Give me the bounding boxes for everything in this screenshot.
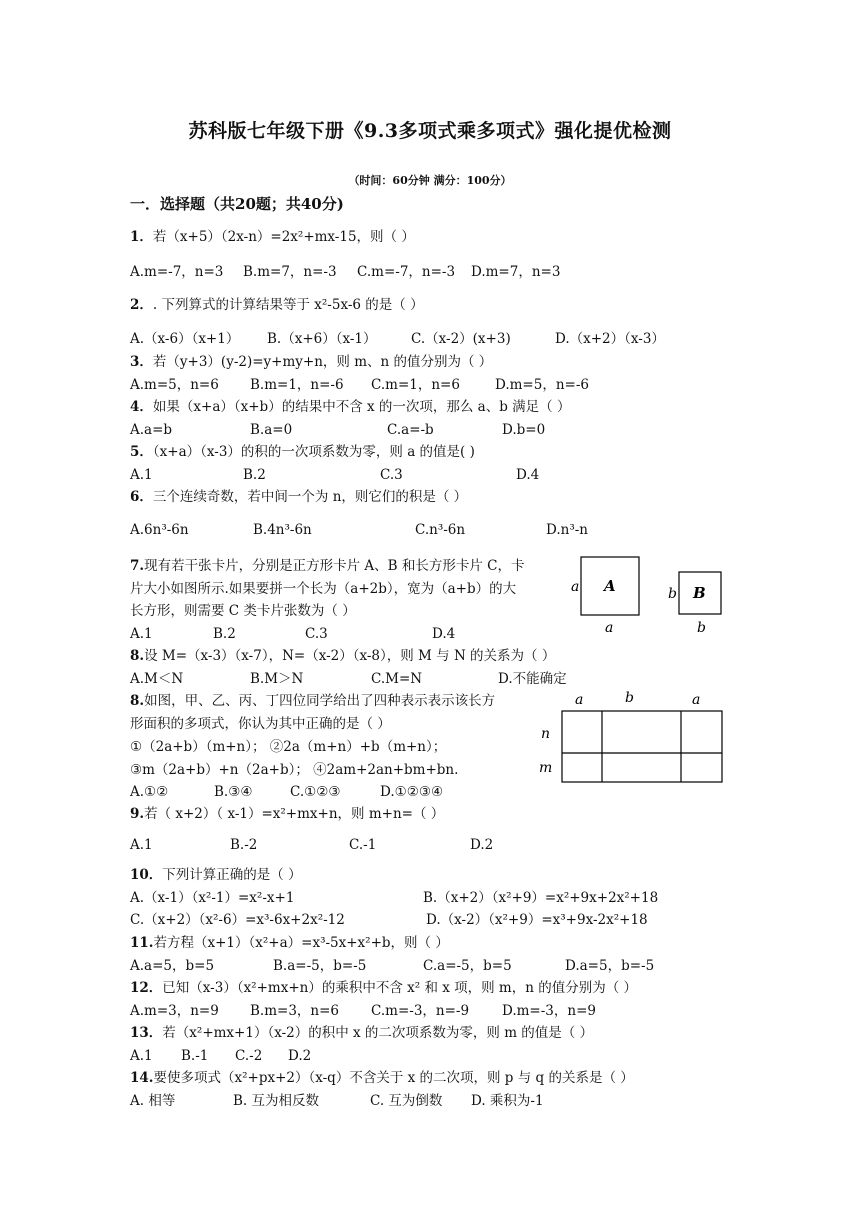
option: C.m=-3，n=-9 <box>371 1003 470 1019</box>
side-label-n: n <box>541 726 551 742</box>
option: A.（x-1）（x²-1）=x²-x+1 <box>130 890 295 906</box>
card-b-label: B <box>693 584 706 602</box>
question-8b-line: ①（2a+b）（m+n）； ②2a（m+n）+b（m+n）； <box>130 739 447 755</box>
question-8: 8.设 M=（x-3）（x-7），N=（x-2）（x-8），则 M 与 N 的关系为（ ） <box>130 648 556 664</box>
option: C.3 <box>305 626 328 642</box>
option: A.6n³-6n <box>130 522 189 538</box>
page-title: 苏科版七年级下册《9.3多项式乘多项式》强化提优检测 <box>188 120 672 142</box>
question-14: 14.要使多项式（x²+px+2）（x-q）不含关于 x 的二次项，则 p 与 q 的关系是（ ） <box>130 1070 634 1086</box>
question-8b: 8.如图，甲、乙、丙、丁四位同学给出了四种表示表示该长方 <box>130 693 496 709</box>
option: B.2 <box>213 626 236 642</box>
option: A.m=-7，n=3 <box>130 264 224 280</box>
card-a-label: A <box>604 577 616 595</box>
top-label-a: a <box>575 692 584 708</box>
option: D.m=5，n=-6 <box>495 377 589 393</box>
card-b-bottom-label: b <box>697 620 706 636</box>
option: C.n³-6n <box>415 522 466 538</box>
option: A.1 <box>130 467 153 483</box>
option: D. 乘积为-1 <box>471 1093 544 1109</box>
option: B.2 <box>243 467 266 483</box>
question-11: 11.若方程（x+1）（x²+a）=x³-5x+x²+b，则（ ） <box>130 935 449 951</box>
option: A.m=5，n=6 <box>130 377 219 393</box>
option: C.（x+2）（x²-6）=x³-6x+2x²-12 <box>130 912 345 928</box>
option: B.m=1，n=-6 <box>250 377 344 393</box>
section-heading: 一．选择题（共20题；共40分) <box>130 195 344 213</box>
option: D.4 <box>432 626 456 642</box>
option: A.a=b <box>130 422 173 438</box>
option: B.M＞N <box>250 671 304 687</box>
option: D.2 <box>288 1048 312 1064</box>
option: B.m=7，n=-3 <box>243 264 337 280</box>
option: D.b=0 <box>502 422 546 438</box>
option: D.a=5，b=-5 <box>565 958 655 974</box>
option: A.a=5，b=5 <box>130 958 215 974</box>
exam-info: （时间：60分钟 满分：100分） <box>348 174 512 187</box>
option: B.③④ <box>214 784 253 800</box>
question-8b-line: ③m（2a+b）+n（2a+b）； ④2am+2an+bm+bn. <box>130 762 459 778</box>
option: D.m=7，n=3 <box>471 264 561 280</box>
option: D.4 <box>516 467 540 483</box>
option: B.（x+6）（x-1） <box>267 331 377 347</box>
question-3: 3．若（y+3）(y-2)=y+my+n，则 m、n 的值分别为（ ） <box>130 354 493 370</box>
big-rectangle <box>562 711 722 782</box>
option: B. 互为相反数 <box>233 1093 320 1109</box>
option: A.（x-6）（x+1） <box>130 331 240 347</box>
question-8b-line: 形面积的多项式，你认为其中正确的是（ ） <box>130 716 391 732</box>
option: C.m=1，n=6 <box>371 377 460 393</box>
question-7-line: 长方形，则需要 C 类卡片张数为（ ） <box>130 603 356 619</box>
option: C.m=-7，n=-3 <box>357 264 456 280</box>
question-12: 12．已知（x-3）（x²+mx+n）的乘积中不含 x² 和 x 项，则 m，n 的值分别为（ ） <box>130 980 638 996</box>
card-a-side-label: a <box>571 579 580 595</box>
question-9: 9.若（ x+2）（ x-1）=x²+mx+n，则 m+n=（ ） <box>130 806 445 822</box>
question-7: 7.现有若干张卡片，分别是正方形卡片 A、B 和长方形卡片 C，卡 <box>130 558 525 574</box>
option: A.1 <box>130 837 153 853</box>
option: D.n³-n <box>546 522 588 538</box>
option: C.（x-2）(x+3) <box>411 331 511 347</box>
question-6: 6．三个连续奇数，若中间一个为 n，则它们的积是（ ） <box>130 489 468 505</box>
option: C.a=-5，b=5 <box>423 958 512 974</box>
side-label-m: m <box>539 760 553 776</box>
option: C.M=N <box>371 671 423 687</box>
option: D.不能确定 <box>498 671 567 687</box>
option: B.-2 <box>230 837 258 853</box>
card-b-side-label: b <box>668 586 677 602</box>
card-a-bottom-label: a <box>605 620 614 636</box>
cards-figure <box>565 553 735 638</box>
option: C. 互为倒数 <box>370 1093 443 1109</box>
option: B.m=3，n=6 <box>250 1003 340 1019</box>
option: D.m=-3，n=9 <box>502 1003 596 1019</box>
option: D.2 <box>470 837 494 853</box>
option: B.-1 <box>181 1048 209 1064</box>
option: B.（x+2）（x²+9）=x²+9x+2x²+18 <box>423 890 659 906</box>
option: D.（x-2）（x²+9）=x³+9x-2x²+18 <box>426 912 648 928</box>
question-4: 4．如果（x+a）（x+b）的结果中不含 x 的一次项，那么 a、b 满足（ ） <box>130 399 571 415</box>
question-7-line: 片大小如图所示.如果要拼一个长为（a+2b），宽为（a+b）的大 <box>130 581 517 597</box>
option: C.-2 <box>235 1048 263 1064</box>
option: C.3 <box>380 467 403 483</box>
top-label-a2: a <box>692 692 701 708</box>
option: A.1 <box>130 626 153 642</box>
option: A.M＜N <box>130 671 184 687</box>
option: B.4n³-6n <box>253 522 312 538</box>
question-5: 5．（x+a）（x-3）的积的一次项系数为零，则 a 的值是( ) <box>130 444 475 460</box>
option: A. 相等 <box>130 1093 176 1109</box>
question-1: 1．若（x+5）（2x-n）=2x²+mx-15，则（ ） <box>130 229 415 245</box>
option: A.m=3，n=9 <box>130 1003 219 1019</box>
option: D.（x+2）（x-3） <box>555 331 665 347</box>
top-label-b: b <box>625 690 634 706</box>
option: B.a=0 <box>250 422 293 438</box>
option: A.①② <box>130 784 169 800</box>
question-2: 2．. 下列算式的计算结果等于 x²-5x-6 的是（ ） <box>130 297 424 313</box>
question-10: 10．下列计算正确的是（ ） <box>130 867 302 883</box>
option: A.1 <box>130 1048 153 1064</box>
option: C.-1 <box>349 837 377 853</box>
option: B.a=-5，b=-5 <box>273 958 367 974</box>
option: C.①②③ <box>290 784 341 800</box>
option: C.a=-b <box>387 422 434 438</box>
option: D.①②③④ <box>380 784 444 800</box>
question-13: 13．若（x²+mx+1）（x-2）的积中 x 的二次项系数为零，则 m 的值是（ ） <box>130 1025 594 1041</box>
rectangle-figure <box>535 688 730 788</box>
